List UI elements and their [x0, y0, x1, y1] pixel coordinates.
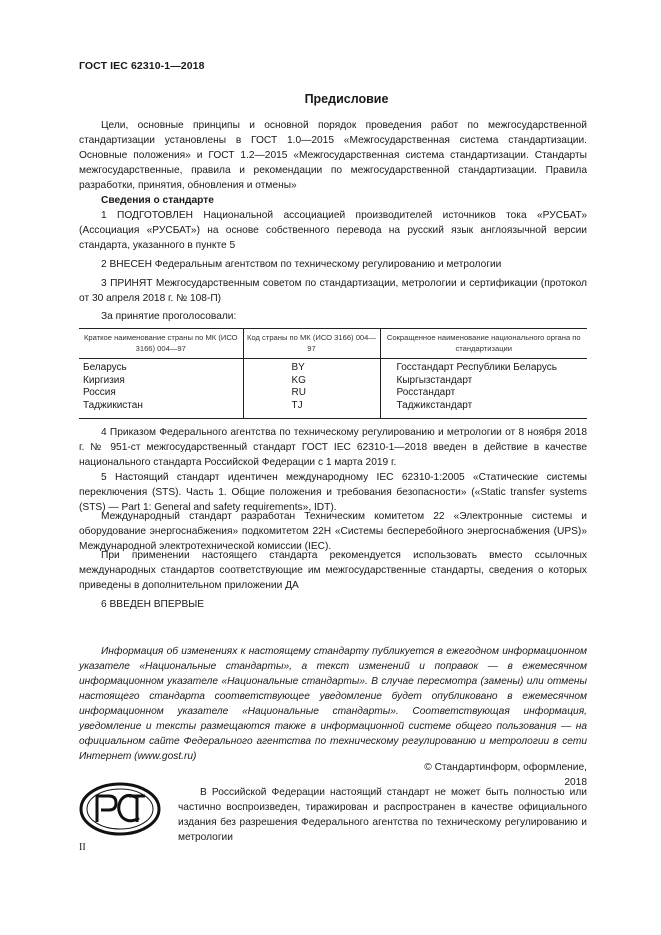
intro-paragraph: Цели, основные принципы и основной порядок проведения работ по межгосударственной стандартизации установлены в ГОСТ 1.0—2015 «Межгосударственная система стандартизации. Основные положения» и ГОСТ 1.2—2015 «Межгосударственная система стандартизации. Стандарты межгосударственные, правила и рекомендации по межгосударственной стандартизации. Правила разработки, принятия, обновления и отмены» [79, 120, 587, 191]
voted-label: За принятие проголосовали: [101, 311, 237, 322]
item-5: 5 Настоящий стандарт идентичен международному IEC 62310-1:2005 «Статические системы переключения (STS). Часть 1. Общие положения и требования безопасности» («Static transfer systems (STS) — Part 1: General and safety requirements», IDT). [79, 472, 587, 513]
table-row [79, 375, 587, 388]
country-code: TJ [243, 400, 380, 419]
item-5-application: При применении настоящего стандарта рекомендуется использовать вместо ссылочных международных стандартов соответствующие им межгосударственные стандарты, сведения о которых приведены в дополнительном приложении ДА [79, 550, 587, 591]
standards-body: Госстандарт Республики Беларусь [380, 359, 587, 375]
info-heading: Сведения о стандарте [101, 195, 214, 206]
page-title-text: Предисловие [304, 92, 389, 106]
item-6: 6 ВВЕДЕН ВПЕРВЫЕ [101, 599, 205, 610]
change-notice: Информация об изменениях к настоящему стандарту публикуется в ежегодном информационном указателе «Национальные стандарты», а текст изменений и поправок — в ежемесячном информационном указателе «Национальные стандарты». В случае пересмотра (замены) или отмены настоящего стандарта соответствующее уведомление будет опубликовано в ежемесячном информационном указателе «Национальные стандарты». Соответствующая информация, уведомление и тексты размещаются также в информационной системе общего пользования — на официальном сайте Федерального агентства по техническому регулированию и метрологии в сети Интернет (www.gost.ru) [79, 646, 587, 762]
table-row [79, 359, 587, 375]
country-name: Беларусь [83, 362, 127, 373]
voting-table [79, 328, 587, 419]
header-country-code: Код страны по МК (ИСО 3166) 004—97 [243, 329, 380, 359]
table-row [79, 400, 587, 419]
page-number: II [79, 842, 86, 853]
standards-body: Кыргызстандарт [380, 375, 587, 388]
item-4: 4 Приказом Федерального агентства по техническому регулированию и метрологии от 8 ноября 2018 г. № 951-ст межгосударственный стандарт ГОСТ IEC 62310-1—2018 введен в действие в качестве национального стандарта Российской Федерации с 1 марта 2019 г. [79, 427, 587, 468]
country-code: KG [243, 375, 380, 388]
table-row [79, 387, 587, 400]
document-id: ГОСТ IEC 62310-1—2018 [79, 60, 205, 72]
item-2: 2 ВНЕСЕН Федеральным агентством по техническому регулированию и метрологии [101, 259, 502, 270]
table-header-row [79, 329, 587, 359]
header-standards-body: Сокращенное наименование национального органа по стандартизации [380, 329, 587, 359]
item-3: 3 ПРИНЯТ Межгосударственным советом по стандартизации, метрологии и сертификации (протокол от 30 апреля 2018 г. № 108-П) [79, 278, 587, 304]
country-code: BY [243, 359, 380, 375]
country-name: Киргизия [83, 374, 125, 386]
rst-logo-icon [79, 782, 161, 836]
item-5-committee: Международный стандарт разработан Техническим комитетом 22 «Электронные системы и оборудование энергоснабжения» подкомитетом 22H «Системы бесперебойного энергоснабжения (UPS)» Международной электротехнической комиссии (IEC). [79, 511, 587, 552]
rights-notice: В Российской Федерации настоящий стандарт не может быть полностью или частично воспроизведен, тиражирован и распространен в качестве официального издания без разрешения Федерального агентства по техническому регулированию и метрологии [178, 787, 587, 843]
country-code: RU [243, 387, 380, 400]
page-title [0, 92, 661, 106]
header-country-name: Краткое наименование страны по МК (ИСО 3166) 004—97 [79, 329, 243, 359]
copyright: © Стандартинформ, оформление, 2018 [424, 762, 587, 788]
country-name: Россия [83, 387, 116, 398]
item-1: 1 ПОДГОТОВЛЕН Национальной ассоциацией производителей источников тока «РУСБАТ» (Ассоциация «РУСБАТ») на основе собственного перевода на русский язык англоязычной версии стандарта, указанного в пункте 5 [79, 210, 587, 251]
country-name: Таджикистан [79, 400, 243, 419]
standards-body: Таджикстандарт [380, 400, 587, 419]
standards-body: Росстандарт [380, 387, 587, 400]
rst-logo [79, 782, 161, 836]
